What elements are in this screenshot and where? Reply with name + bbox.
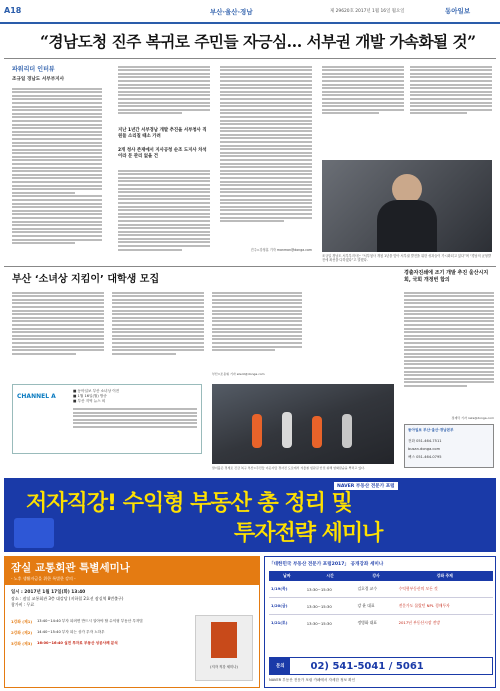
phone-label: 문의 (270, 658, 290, 674)
story3-byline: 정재락 기자 raks@donga.com (451, 416, 494, 420)
story2-body-col3 (212, 290, 302, 353)
story2-body-col1 (12, 290, 104, 356)
table-cell: 정병화 대표 (357, 620, 378, 625)
channel-logo: CHANNEL A (17, 393, 56, 400)
table-cell: 2017년 부동산시장 전망 (398, 620, 440, 625)
ad-left-place: 장소 : 잠실 교통회관 3층 대강당 (지하철 2호선 잠실역 8번출구) (11, 596, 124, 601)
ad-line1: 저자직강! 수익형 부동산 총 정리 및 (26, 491, 352, 516)
table-cell: 1/19(목) (271, 586, 288, 591)
article-body-col1 (12, 86, 102, 246)
table-cell: 1/20(금) (271, 603, 288, 608)
story3-body (404, 290, 494, 389)
session-row (11, 641, 187, 647)
info-line: 전화 051-464-7511 (408, 439, 442, 443)
ad-right-footer: NAVER 부동산 전문가 포럼 카페에서 자세한 정보 확인 (269, 678, 356, 682)
table-header: 강좌 주제 (436, 573, 453, 578)
phone-number: 02) 541-5041 / 5061 (310, 660, 424, 672)
table-row (269, 598, 493, 615)
session-label: 2강좌 (제2) (11, 630, 33, 635)
channel-item: ■ 1월 16일(월) 방송 (73, 394, 107, 398)
table-cell: 수익형부동산의 모든 것 (398, 586, 438, 591)
ad-left-date: 일시 : 2017년 1월 17일(화) 13:40 (11, 590, 86, 595)
newspaper-name: 동아일보 (445, 7, 471, 15)
ad-tag: NAVER 부동산 전문가 포럼 (334, 482, 398, 490)
table-cell: 13:30~15:30 (306, 603, 332, 609)
session-label: 3강좌 (제3) (11, 641, 33, 646)
table-cell: 13:30~15:30 (306, 620, 332, 626)
interview-kicker: 파워리더 인터뷰 (12, 66, 55, 73)
ad-left-sessions (11, 619, 187, 647)
divider (4, 58, 496, 59)
story2-headline: 부산 ‘소녀상 지킴이’ 대학생 모집 (12, 274, 160, 285)
subhead-1: 지난 1년간 서부경남 개발 추진을 서부청사 직원들 소리칠 때소 가려 (118, 128, 207, 139)
ad-left-subtitle: - 노후 생활자금을 위한 특별한 강의 - (11, 576, 76, 581)
info-line: 팩스 051-464-0795 (408, 455, 442, 459)
article-body-col4 (322, 64, 492, 116)
ad-left-header (5, 557, 259, 585)
table-header: 날짜 (283, 573, 291, 578)
article-body-col2b (118, 168, 210, 252)
ad-left-details (5, 585, 259, 612)
page-number: A18 (4, 6, 22, 15)
ad-illustration (14, 518, 54, 548)
story3-headline: 경출자진쇄에 조기 개발 추진 울산시지회, 국회 개정번 합의 (404, 270, 489, 283)
interviewee-name: 조규일 경남도 서부부지사 (12, 77, 65, 82)
channel-item: ■ 부산 지역 뉴스 외 (73, 399, 106, 403)
ad-seminar-left[interactable] (4, 556, 260, 688)
interview-photo (322, 160, 492, 252)
ad-left-book-image (195, 615, 253, 681)
table-cell: 김호경 교수 (357, 586, 378, 591)
channel-box (12, 384, 202, 454)
table-cell: 전문가도 몰랐던 NPL 경매투자 (398, 603, 450, 608)
session-label: 1강좌 (제1) (11, 619, 33, 624)
session-text: 13:40~14:40 부자 되려면 반드시 알아야 할 수익형 부동산 투자법 (37, 619, 143, 623)
table-header: 강사 (372, 573, 380, 578)
interview-kicker-block (12, 64, 102, 82)
ad-seminar-right[interactable] (264, 556, 496, 688)
info-box (404, 424, 494, 468)
session-row (11, 630, 187, 636)
section-title: 부산·울산·경남 (210, 8, 253, 16)
ad-left-price: 참가비 : 무료 (11, 602, 35, 607)
ad-right-title: 「대한민국 부동산 전문가 포럼2017」 공개강좌 세미나 (269, 562, 384, 567)
street-photo (212, 384, 394, 464)
subhead-2: 2개 청사 존재에서 지사공청 순조 도지사 차석이라 문 관리 없을 건 (118, 148, 207, 159)
session-row (11, 619, 187, 625)
ad-banner-seminar[interactable] (4, 478, 496, 552)
issue-date: 제 29620호 2017년 1월 16일 월요일 (330, 9, 405, 14)
ad-right-phone-box[interactable] (269, 657, 493, 675)
session-text: 16:00~16:40 실전 투자로 부동산 성공사례 분석 (37, 641, 118, 645)
story2-byline: 부산=조용휘 기자 silent@donga.com (212, 372, 265, 376)
story2-body-col2 (112, 290, 204, 356)
table-cell: 강 윤 대표 (357, 603, 375, 608)
table-header: 시간 (326, 573, 334, 578)
table-row (269, 581, 493, 598)
main-headline: “경남도청 진주 복귀로 주민들 자긍심… 서부권 개발 가속화될 것” (40, 32, 476, 51)
channel-item: ■ 동아일보 부산 소녀상 이전 (73, 389, 120, 393)
info-line: busan.donga.com (408, 447, 441, 451)
ad-left-title: 잠실 교통회관 특별세미나 (11, 562, 130, 574)
ad-line2: 투자전략 세미나 (234, 521, 383, 546)
table-cell: 13:30~15:30 (306, 586, 332, 592)
interview-byline: 진주=강정훈 기자 manman@donga.com (250, 248, 312, 252)
info-box-title: 동아일보 부산·울산·경남본부 (408, 428, 454, 432)
article-body-col2 (118, 64, 210, 116)
table-row (269, 615, 493, 632)
table-cell: 1/21(토) (271, 620, 288, 625)
article-body-col3 (220, 64, 312, 224)
story2-photo-caption: 말이붙은 경세로 긴급 복구 부산=주민들 이웃사랑 경사진 도로에서 겨울철 빙판길 안전 위해 염화칼슘을 뿌리고 있다. (212, 466, 366, 470)
divider (4, 266, 496, 267)
book-note: (저자 직강 세미나) (210, 665, 238, 669)
interview-photo-caption: 조규일 경남도 서부부지사는 “서부청사 개청 1년을 맞아 서부권 발전을 위한 성과들이 가시화되고 있다”며 “경남의 균형발전에 최선을 다하겠다”고 말했다. (322, 254, 491, 263)
session-text: 14:40~15:40 부자 되는 상가 투자 노하우 (37, 630, 105, 634)
ad-right-table (269, 571, 493, 631)
